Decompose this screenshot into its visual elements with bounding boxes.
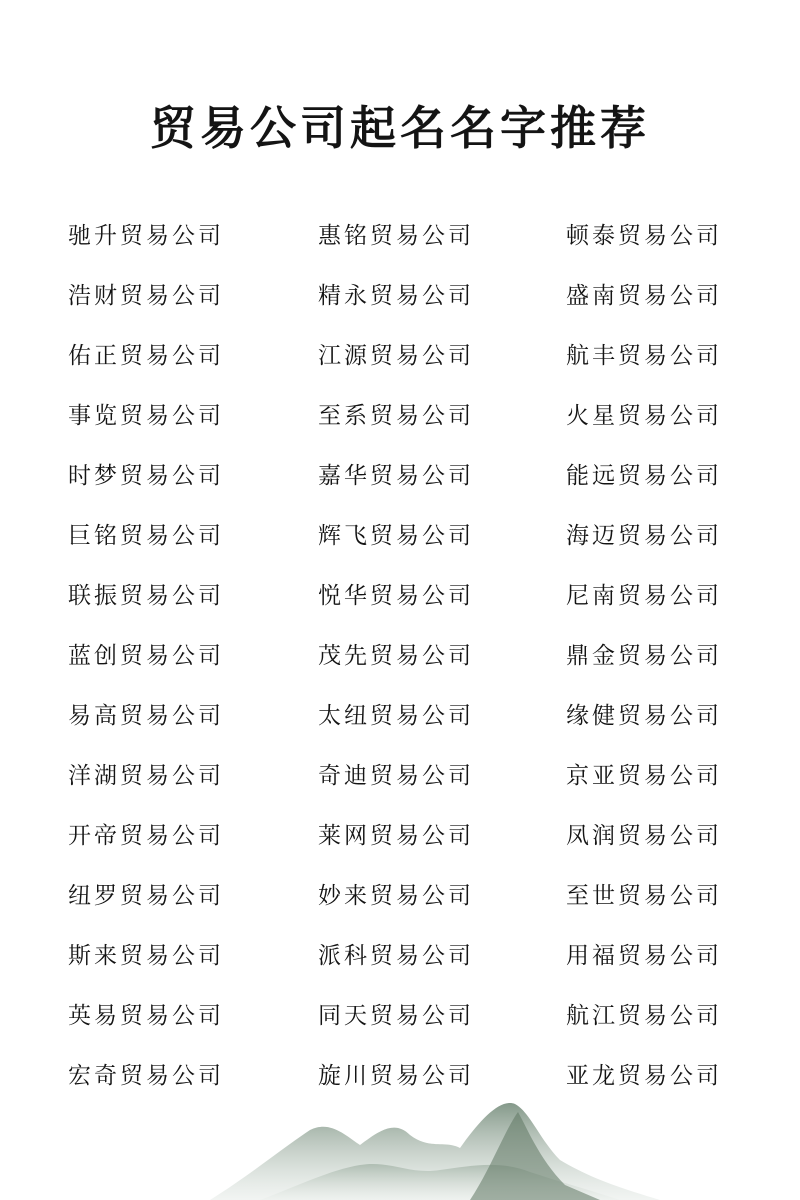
company-name-item: 开帝贸易公司: [68, 823, 224, 849]
company-name-item: 缘健贸易公司: [566, 703, 722, 729]
company-name-item: 联振贸易公司: [68, 583, 224, 609]
company-name-list: [0, 206, 800, 1106]
company-name-item: 火星贸易公司: [566, 403, 722, 429]
company-name-item: 江源贸易公司: [318, 343, 474, 369]
company-name-item: 太纽贸易公司: [318, 703, 474, 729]
company-name-item: 至世贸易公司: [566, 883, 722, 909]
company-name-item: 浩财贸易公司: [68, 283, 224, 309]
company-name-item: 能远贸易公司: [566, 463, 722, 489]
company-name-item: 航丰贸易公司: [566, 343, 722, 369]
company-name-item: 奇迪贸易公司: [318, 763, 474, 789]
company-name-item: 至系贸易公司: [318, 403, 474, 429]
company-name-item: 易高贸易公司: [68, 703, 224, 729]
company-name-item: 尼南贸易公司: [566, 583, 722, 609]
company-name-item: 嘉华贸易公司: [318, 463, 474, 489]
company-name-item: 凤润贸易公司: [566, 823, 722, 849]
company-name-item: 佑正贸易公司: [68, 343, 224, 369]
company-name-item: 用福贸易公司: [566, 943, 722, 969]
company-name-item: 纽罗贸易公司: [68, 883, 224, 909]
company-name-item: 英易贸易公司: [68, 1003, 224, 1029]
company-name-item: 旋川贸易公司: [318, 1063, 474, 1089]
company-name-item: 惠铭贸易公司: [318, 223, 474, 249]
company-name-item: 时梦贸易公司: [68, 463, 224, 489]
company-name-item: 京亚贸易公司: [566, 763, 722, 789]
company-name-item: 海迈贸易公司: [566, 523, 722, 549]
company-name-item: 精永贸易公司: [318, 283, 474, 309]
company-name-item: 辉飞贸易公司: [318, 523, 474, 549]
ink-mountains-icon: [0, 1090, 800, 1200]
company-name-item: 驰升贸易公司: [68, 223, 224, 249]
company-name-item: 航江贸易公司: [566, 1003, 722, 1029]
company-name-item: 巨铭贸易公司: [68, 523, 224, 549]
company-name-item: 茂先贸易公司: [318, 643, 474, 669]
company-name-item: 悦华贸易公司: [318, 583, 474, 609]
page-title: 贸易公司起名名字推荐: [150, 101, 650, 155]
company-name-item: 洋湖贸易公司: [68, 763, 224, 789]
company-name-item: 妙来贸易公司: [318, 883, 474, 909]
company-name-item: 斯来贸易公司: [68, 943, 224, 969]
company-name-item: 莱网贸易公司: [318, 823, 474, 849]
company-name-item: 盛南贸易公司: [566, 283, 722, 309]
company-name-item: 鼎金贸易公司: [566, 643, 722, 669]
company-name-item: 顿泰贸易公司: [566, 223, 722, 249]
company-name-item: 宏奇贸易公司: [68, 1063, 224, 1089]
company-name-item: 蓝创贸易公司: [68, 643, 224, 669]
company-name-item: 亚龙贸易公司: [566, 1063, 722, 1089]
company-name-item: 派科贸易公司: [318, 943, 474, 969]
company-name-item: 同天贸易公司: [318, 1003, 474, 1029]
company-name-item: 事览贸易公司: [68, 403, 224, 429]
